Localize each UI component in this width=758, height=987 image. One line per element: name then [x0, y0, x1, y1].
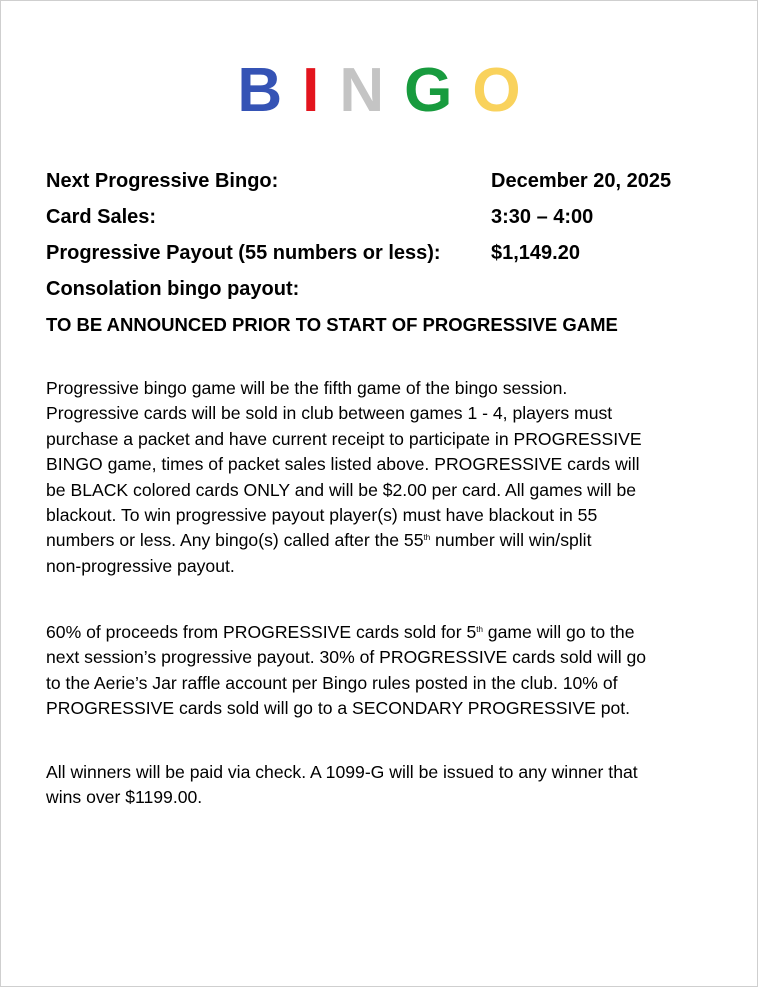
info-value: 3:30 – 4:00	[491, 206, 594, 228]
paragraph-line: to the Aerie’s Jar raffle account per Bingo rules posted in the club. 10% of	[46, 672, 618, 693]
paragraph-line: PROGRESSIVE cards sold will go to a SECONDARY PROGRESSIVE pot.	[46, 698, 631, 719]
progressive-info-table	[46, 167, 726, 311]
superscript: th	[423, 533, 431, 543]
paragraph-line: Progressive cards will be sold in club between games 1 - 4, players must	[46, 403, 613, 424]
paragraph-line: blackout. To win progressive payout player(s) must have blackout in 55	[46, 505, 598, 526]
paragraph-line: next session’s progressive payout. 30% of PROGRESSIVE cards sold will go	[46, 647, 647, 668]
paragraph-line: game will go to the	[482, 622, 635, 642]
paragraph-line: non-progressive payout.	[46, 555, 235, 576]
title-letter-g: G	[404, 56, 453, 125]
paragraph-winners	[46, 760, 718, 811]
paragraph-line: wins over $1199.00.	[46, 787, 203, 808]
announcement-text: TO BE ANNOUNCED PRIOR TO START OF PROGRESSIVE GAME	[46, 314, 618, 335]
paragraph-line: Progressive bingo game will be the fifth game of the bingo session.	[46, 378, 568, 398]
title-letter-n: N	[339, 56, 385, 125]
info-label: Progressive Payout (55 numbers or less):	[46, 242, 441, 264]
info-label: Next Progressive Bingo:	[46, 170, 279, 192]
info-row-consolation-payout	[46, 275, 726, 311]
title-letter-i: I	[302, 56, 320, 125]
info-row-progressive-payout	[46, 239, 726, 275]
info-label: Consolation bingo payout:	[46, 278, 300, 300]
paragraph-proceeds	[46, 620, 718, 722]
title-letter-b: B	[237, 56, 283, 125]
superscript: th	[476, 625, 483, 634]
info-row-card-sales	[46, 203, 726, 239]
bingo-title	[1, 56, 757, 125]
info-value: December 20, 2025	[491, 170, 672, 192]
paragraph-line: 60% of proceeds from PROGRESSIVE cards sold for 5	[46, 622, 477, 642]
info-row-next-date	[46, 167, 726, 203]
info-label: Card Sales:	[46, 206, 157, 228]
title-letter-o: O	[472, 56, 521, 125]
paragraph-line: BINGO game, times of packet sales listed above. PROGRESSIVE cards will	[46, 454, 640, 475]
paragraph-line: be BLACK colored cards ONLY and will be $2.00 per card. All games will be	[46, 479, 637, 500]
paragraph-rules	[46, 376, 718, 579]
info-value: $1,149.20	[491, 242, 580, 264]
paragraph-line: number will win/split	[430, 530, 592, 551]
paragraph-line: numbers or less. Any bingo(s) called after the 55	[46, 530, 424, 551]
paragraph-line: All winners will be paid via check. A 1099-G will be issued to any winner that	[46, 762, 638, 782]
paragraph-line: purchase a packet and have current receipt to participate in PROGRESSIVE	[46, 428, 642, 449]
